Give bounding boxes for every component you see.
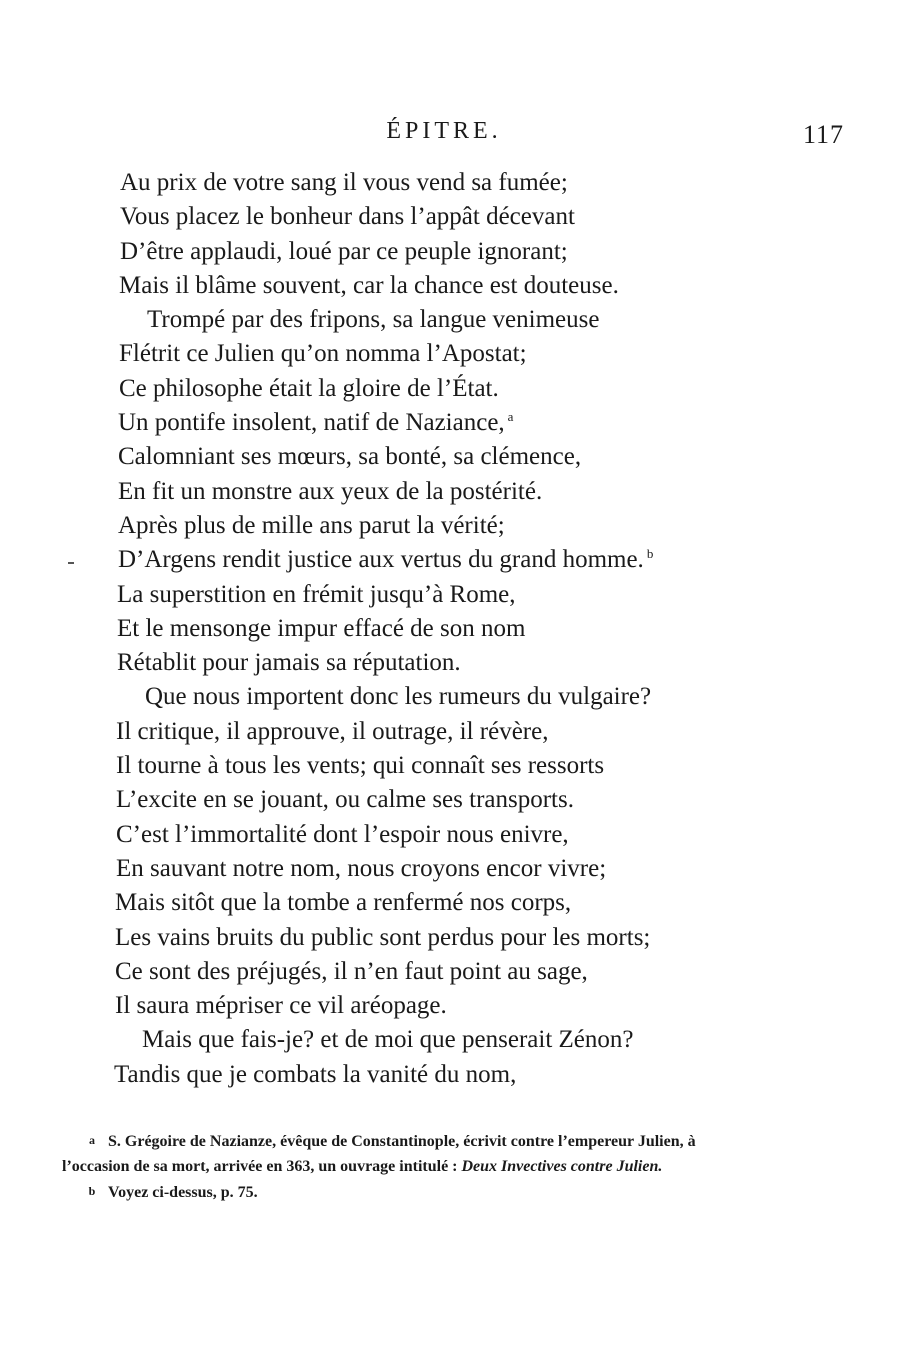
footnote-a-work-title: Deux Invectives contre Julien. <box>461 1158 663 1175</box>
verse-line <box>0 680 900 714</box>
verse-text: Trompé par des fripons, sa langue venimeuse <box>147 306 600 334</box>
verse-line <box>0 715 900 749</box>
verse-line <box>0 406 900 440</box>
verse-text: Un pontife insolent, natif de Naziance, <box>118 409 505 437</box>
verse-text: L’excite en se jouant, ou calme ses transports. <box>116 786 574 814</box>
verse-line <box>0 578 900 612</box>
verse-line <box>0 235 900 269</box>
verse-line <box>0 818 900 852</box>
verse-text: Ce sont des préjugés, il n’en faut point au sage, <box>115 957 588 985</box>
verse-line <box>0 783 900 817</box>
verse-line <box>0 612 900 646</box>
verse-text: Vous placez le bonheur dans l’appât décevant <box>120 203 575 231</box>
footnote-a <box>62 1128 842 1154</box>
verse-line <box>0 646 900 680</box>
footnotes <box>62 1128 842 1205</box>
verse-text: En fit un monstre aux yeux de la postérité. <box>118 477 543 505</box>
verse-line <box>0 921 900 955</box>
verse-text: Tandis que je combats la vanité du nom, <box>114 1060 517 1088</box>
footnote-a-mark: a <box>89 1133 95 1147</box>
verse-line <box>0 509 900 543</box>
verse-text: Au prix de votre sang il vous vend sa fumée; <box>120 169 568 196</box>
verse-line <box>0 886 900 920</box>
verse-line <box>0 303 900 337</box>
footnote-reference-a[interactable]: a <box>507 408 514 424</box>
verse-text: Flétrit ce Julien qu’on nomma l’Apostat; <box>119 340 527 368</box>
verse-line <box>0 955 900 989</box>
verse-line <box>0 372 900 406</box>
verse-text: Calomniant ses mœurs, sa bonté, sa clémence, <box>118 443 582 471</box>
footnote-a-text-line1: S. Grégoire de Nazianze, évêque de Constantinople, écrivit contre l’empereur Julien, à <box>108 1133 696 1150</box>
verse-text: C’est l’immortalité dont l’espoir nous enivre, <box>116 820 569 848</box>
verse-text: D’être applaudi, loué par ce peuple ignorant; <box>120 237 568 265</box>
poem-body <box>0 166 900 1092</box>
verse-line <box>0 440 900 474</box>
verse-text: Il critique, il approuve, il outrage, il révère, <box>116 717 549 745</box>
footnote-b-text: Voyez ci-dessus, p. 75. <box>108 1184 258 1201</box>
verse-text: En sauvant notre nom, nous croyons encor vivre; <box>116 854 607 882</box>
verse-text: Rétablit pour jamais sa réputation. <box>117 649 461 677</box>
verse-text: Mais que fais-je? et de moi que penserait Zénon? <box>142 1026 634 1054</box>
verse-text: La superstition en frémit jusqu’à Rome, <box>117 580 516 608</box>
verse-line <box>0 1023 900 1057</box>
verse-text: Les vains bruits du public sont perdus pour les morts; <box>115 923 651 951</box>
verse-line <box>0 200 900 234</box>
verse-text: Il saura mépriser ce vil aréopage. <box>115 992 447 1020</box>
page-number: 117 <box>802 120 844 149</box>
footnote-b <box>62 1179 842 1205</box>
verse-line <box>0 269 900 303</box>
verse-line <box>0 749 900 783</box>
verse-line <box>0 166 900 200</box>
verse-line <box>0 475 900 509</box>
footnote-a-text-line2: l’occasion de sa mort, arrivée en 363, un ouvrage intitulé : <box>62 1158 462 1175</box>
verse-text: D’Argens rendit justice aux vertus du grand homme. <box>118 546 644 574</box>
verse-text: Mais il blâme souvent, car la chance est douteuse. <box>119 271 619 299</box>
verse-line <box>0 852 900 886</box>
verse-text: Que nous importent donc les rumeurs du vulgaire? <box>145 683 652 711</box>
verse-line <box>0 1058 900 1092</box>
footnote-b-mark: b <box>88 1184 96 1198</box>
footnote-a-continuation <box>62 1154 842 1179</box>
verse-text: Ce philosophe était la gloire de l’État. <box>119 374 499 402</box>
verse-text: Mais sitôt que la tombe a renfermé nos corps, <box>115 889 572 917</box>
running-title: ÉPITRE. <box>386 118 502 144</box>
verse-text: Il tourne à tous les vents; qui connaît ses ressorts <box>116 752 605 780</box>
verse-line <box>0 543 900 577</box>
verse-line <box>0 989 900 1023</box>
footnote-reference-b[interactable]: b <box>646 545 654 561</box>
verse-text: Et le mensonge impur effacé de son nom <box>117 614 526 642</box>
verse-line <box>0 337 900 371</box>
verse-text: Après plus de mille ans parut la vérité; <box>118 511 505 539</box>
